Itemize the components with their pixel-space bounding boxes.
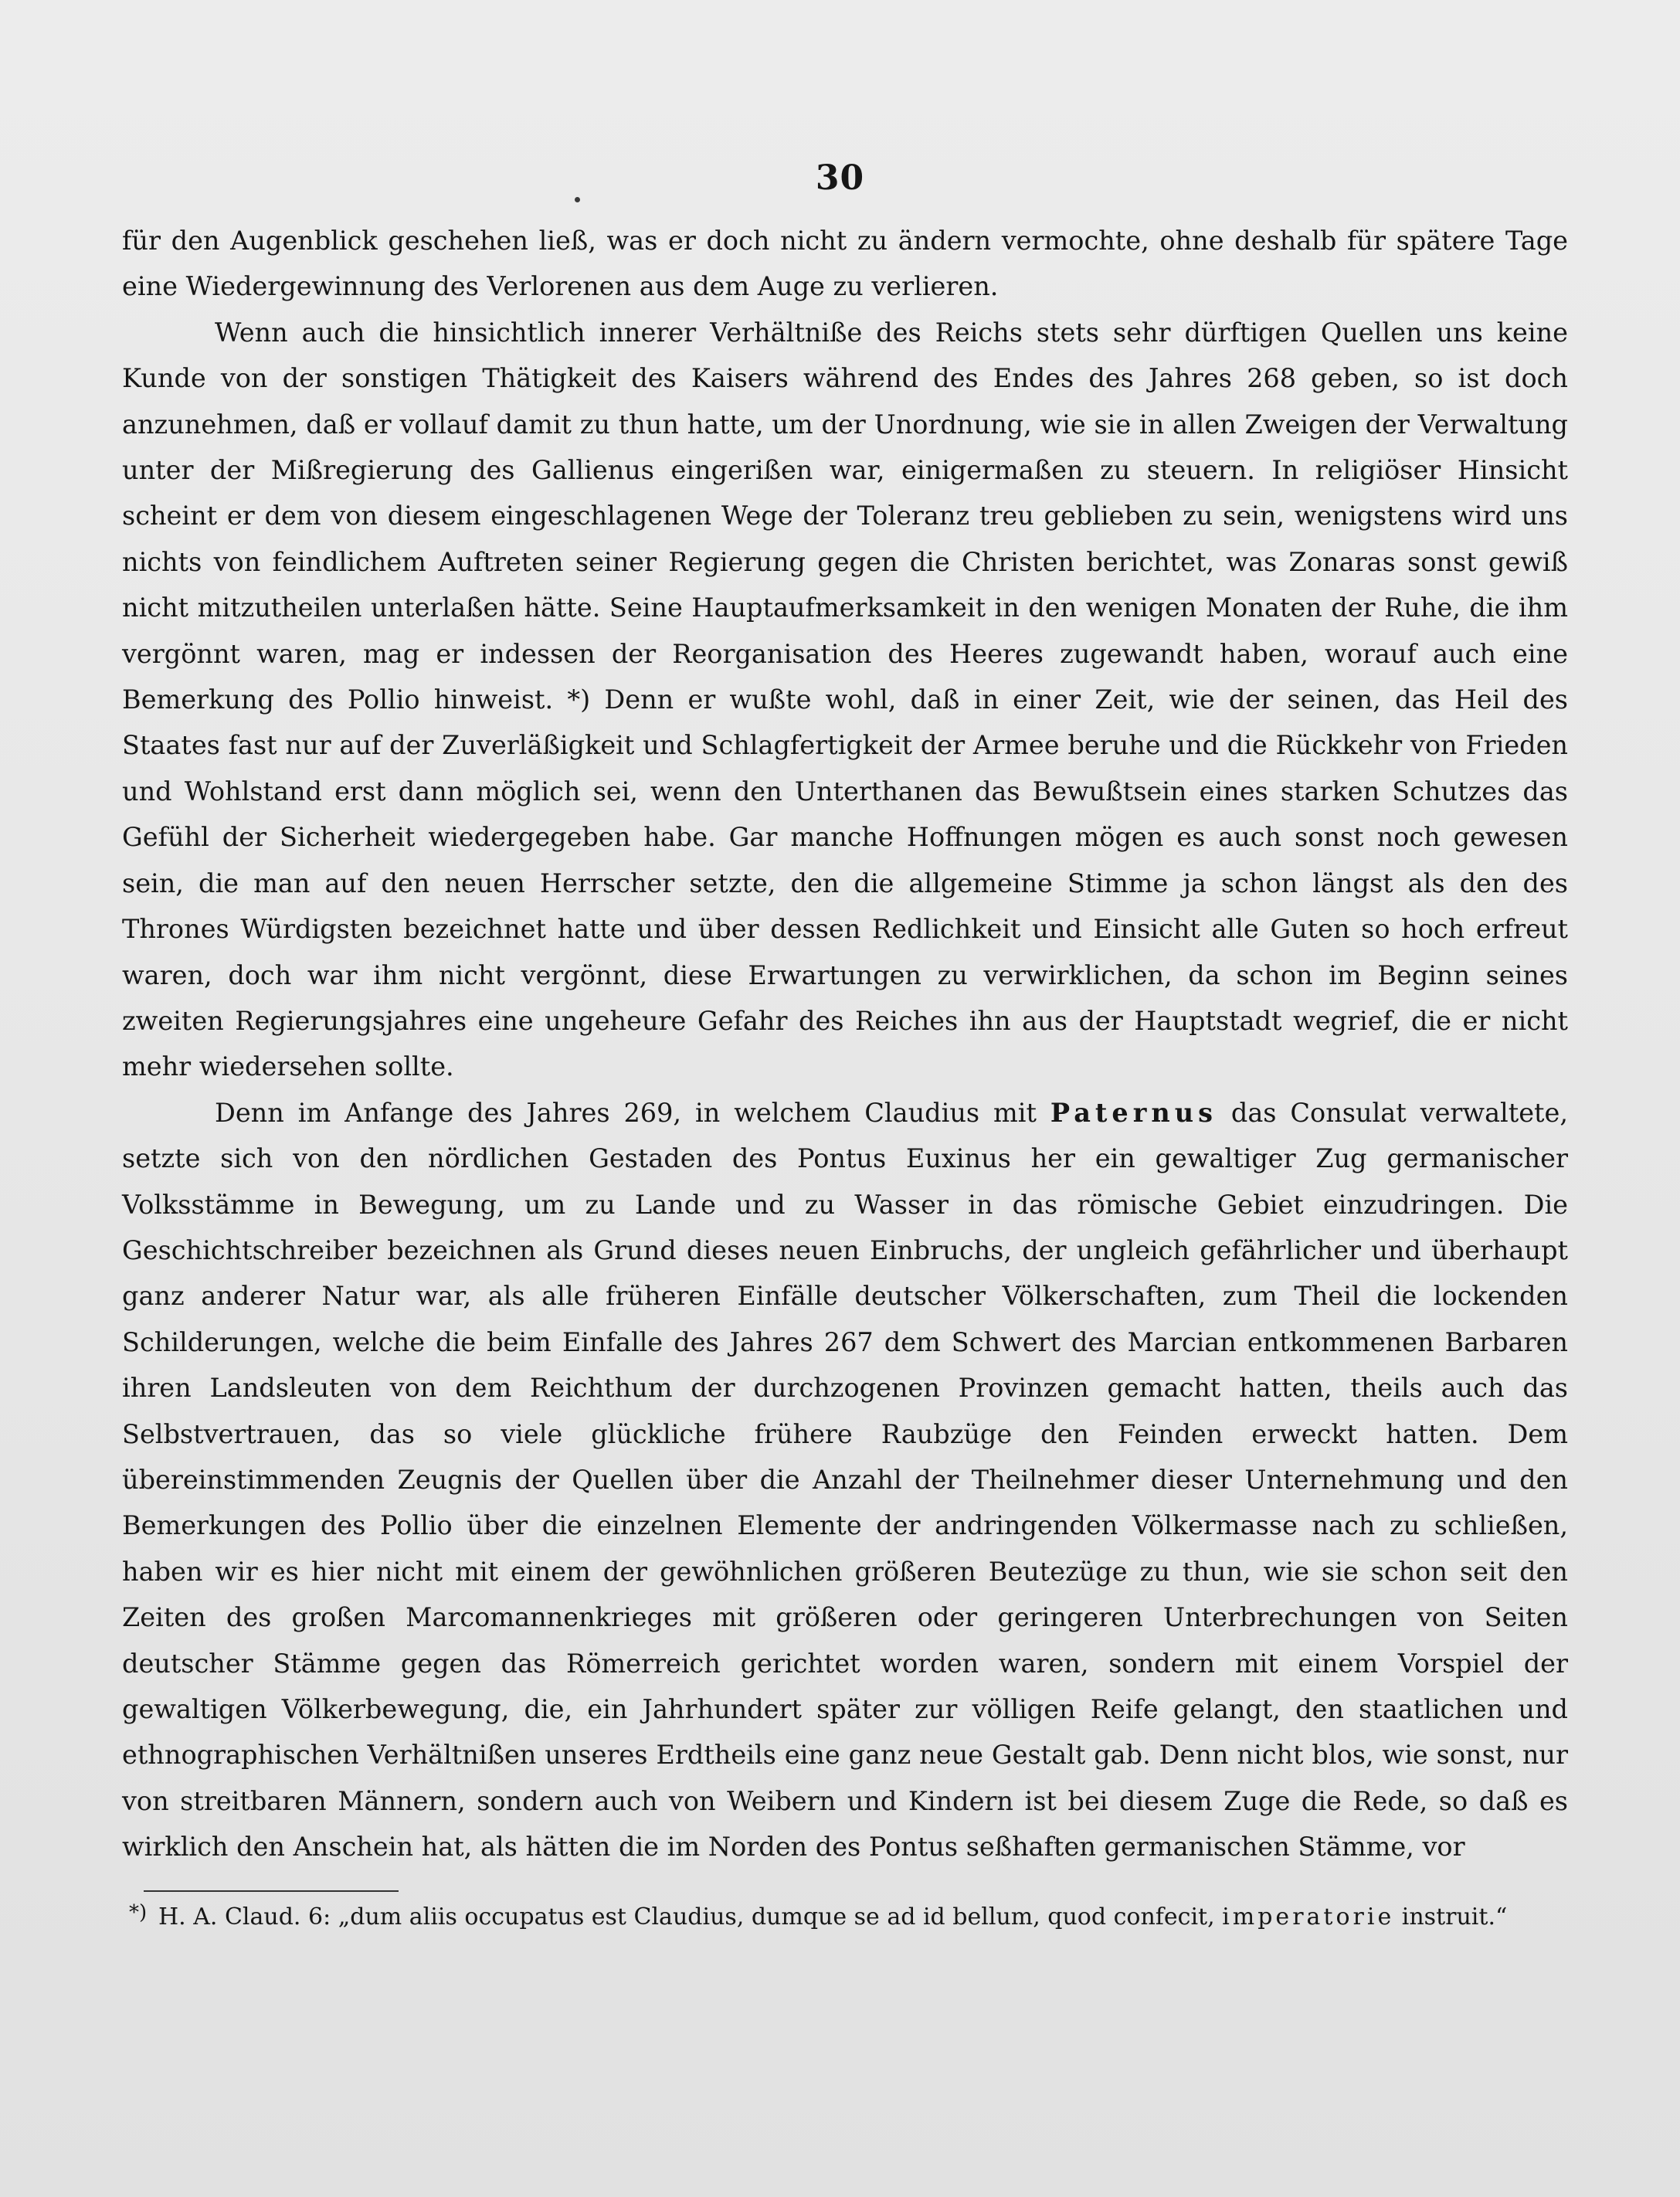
footnote-divider (144, 1890, 399, 1892)
main-text (122, 218, 1568, 1870)
page-number: 30 (815, 158, 865, 198)
paragraph-3-name-paternus: Paternus (1050, 1097, 1217, 1128)
paragraph-1-text: für den Augenblick geschehen ließ, was er doch nicht zu ändern vermochte, ohne deshalb für spätere Tage eine Wiedergewinnung des Verlorenen aus dem Auge zu verlieren. (122, 226, 1568, 302)
paragraph-1 (122, 218, 1568, 310)
footnote-text-start: H. A. Claud. 6: „dum aliis occupatus est Claudius, dumque se ad id bellum, quod confecit, (158, 1903, 1223, 1930)
paragraph-2-text: Wenn auch die hinsichtlich innerer Verhältniße des Reichs stets sehr dürftigen Quellen uns keine Kunde von der sonstigen Thätigkeit des Kaisers während des Endes des Jahres 268 geben, so ist doch anzunehmen, daß er vollauf damit zu thun hatte, um der Unordnung, wie sie in allen Zweigen der Verwaltung unter der Mißregierung des Gallienus eingerißen war, einigermaßen zu steuern. In religiöser Hinsicht scheint er dem von diesem eingeschlagenen Wege der Toleranz treu geblieben zu sein, wenigstens wird uns nichts von feindlichem Auftreten seiner Regierung gegen die Christen berichtet, was Zonaras sonst gewiß nicht mitzutheilen unterlaßen hätte. Seine Hauptaufmerksamkeit in den wenigen Monaten der Ruhe, die ihm vergönnt waren, mag er indessen der Reorganisation des Heeres zugewandt haben, worauf auch eine Bemerkung des Pollio hinweist. *) Denn er wußte wohl, daß in einer Zeit, wie der seinen, das Heil des Staates fast nur auf der Zuverläßigkeit und Schlagfertigkeit der Armee beruhe und die Rückkehr von Frieden und Wohlstand erst dann möglich sei, wenn den Unterthanen das Bewußtsein eines starken Schutzes das Gefühl der Sicherheit wiedergegeben habe. Gar manche Hoffnungen mögen es auch sonst noch gewesen sein, die man auf den neuen Herrscher setzte, den die allgemeine Stimme ja schon längst als den des Thrones Würdigsten bezeichnet hatte und über dessen Redlichkeit und Einsicht alle Guten so hoch erfreut waren, doch war ihm nicht vergönnt, diese Erwartungen zu verwirklichen, da schon im Beginn seines zweiten Regierungsjahres eine ungeheure Gefahr des Reiches ihn aus der Hauptstadt wegrief, die er nicht mehr wiedersehen sollte. (122, 317, 1568, 1082)
paragraph-2 (122, 310, 1568, 1090)
footnote-text-end: instruit.“ (1394, 1903, 1508, 1930)
footnote-mark: *) (129, 1901, 148, 1924)
paragraph-3 (122, 1090, 1568, 1870)
print-speck (575, 197, 580, 202)
footnote (129, 1900, 1564, 1934)
paragraph-3-text-rest: das Consulat verwaltete, setzte sich von den nördlichen Gestaden des Pontus Euxinus her ein gewaltiger Zug germanischer Volksstämme in Bewegung, um zu Lande und zu Wasser in das römische Gebiet einzudringen. Die Geschichtschreiber bezeichnen als Grund dieses neuen Einbruchs, der ungleich gefährlicher und überhaupt ganz anderer Natur war, als alle früheren Einfälle deutscher Völkerschaften, zum Theil die lockenden Schilderungen, welche die beim Einfalle des Jahres 267 dem Schwert des Marcian entkommenen Barbaren ihren Landsleuten von dem Reichthum der durchzogenen Provinzen gemacht hatten, theils auch das Selbstvertrauen, das so viele glückliche frühere Raubzüge den Feinden erweckt hatten. Dem übereinstimmenden Zeugnis der Quellen über die Anzahl der Theilnehmer dieser Unternehmung und den Bemerkungen des Pollio über die einzelnen Elemente der andringenden Völkermasse nach zu schließen, haben wir es hier nicht mit einem der gewöhnlichen größeren Beutezüge zu thun, wie sie schon seit den Zeiten des großen Marcomannenkrieges mit größeren oder geringeren Unterbrechungen von Seiten deutscher Stämme gegen das Römerreich gerichtet worden waren, sondern mit einem Vorspiel der gewaltigen Völkerbewegung, die, ein Jahrhundert später zur völligen Reife gelangt, den staatlichen und ethnographischen Verhältnißen unseres Erdtheils eine ganz neue Gestalt gab. Denn nicht blos, wie sonst, nur von streitbaren Männern, sondern auch von Weibern und Kindern ist bei diesem Zuge die Rede, so daß es wirklich den Anschein hat, als hätten die im Norden des Pontus seßhaften germanischen Stämme, vor (122, 1097, 1568, 1863)
footnote-text-spaced: imperatorie (1222, 1903, 1395, 1930)
paragraph-3-text-start: Denn im Anfange des Jahres 269, in welchem Claudius mit (215, 1097, 1050, 1128)
